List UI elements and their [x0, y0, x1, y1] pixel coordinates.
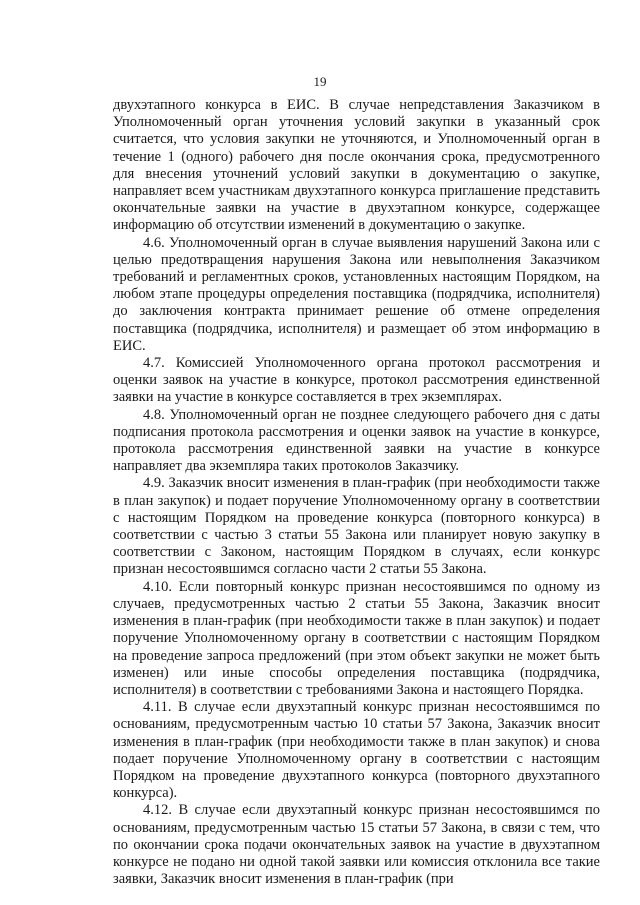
- paragraph-4-9: 4.9. Заказчик вносит изменения в план-график (при необходимости также в план закупок) и подает поручение Уполномоченному органу в соответствии с настоящим Порядком на проведение конкурса (повторного конкурса) в соответствии с частью 3 статьи 55 Закона или планирует новую закупку в соответствии с Законом, настоящим Порядком в случаях, если конкурс признан несостоявшимся согласно части 2 статьи 55 Закона.: [113, 475, 600, 578]
- paragraph-4-8: 4.8. Уполномоченный орган не позднее следующего рабочего дня с даты подписания протокола рассмотрения и оценки заявок на участие в конкурсе, протокола рассмотрения единственной заявки на участие в конкурсе направляет два экземпляра таких протоколов Заказчику.: [113, 406, 600, 475]
- paragraph-4-10: 4.10. Если повторный конкурс признан несостоявшимся по одному из случаев, предусмотренных частью 2 статьи 55 Закона, Заказчик вносит изменения в план-график (при необходимости также в план закупок) и подает поручение Уполномоченному органу в соответствии с настоящим Порядком на проведение запроса предложений (при этом объект закупки не может быть изменен) или иные способы определения поставщика (подрядчика, исполнителя) в соответствии с требованиями Закона и настоящего Порядка.: [113, 578, 600, 698]
- paragraph-4-7: 4.7. Комиссией Уполномоченного органа протокол рассмотрения и оценки заявок на участие в конкурсе, протокол рассмотрения единственной заявки на участие в конкурсе составляется в трех экземплярах.: [113, 355, 600, 406]
- document-body: [113, 97, 600, 888]
- page-number: 19: [313, 74, 327, 89]
- paragraph-4-12: 4.12. В случае если двухэтапный конкурс признан несостоявшимся по основаниям, предусмотренным частью 15 статьи 57 Закона, в связи с тем, что по окончании срока подачи окончательных заявок на участие в двухэтапном конкурсе не подано ни одной такой заявки или комиссия отклонила все такие заявки, Заказчик вносит изменения в план-график (при: [113, 802, 600, 888]
- paragraph-4-11: 4.11. В случае если двухэтапный конкурс признан несостоявшимся по основаниям, предусмотренным частью 10 статьи 57 Закона, Заказчик вносит изменения в план-график (при необходимости также в план закупок) и снова подает поручение Уполномоченному органу в соответствии с настоящим Порядком на проведение двухэтапного конкурса (повторного двухэтапного конкурса).: [113, 699, 600, 802]
- paragraph-continuation: двухэтапного конкурса в ЕИС. В случае непредставления Заказчиком в Уполномоченный орган уточнения условий закупки в указанный срок считается, что условия закупки не уточняются, и Уполномоченный орган в течение 1 (одного) рабочего дня после окончания срока, предусмотренного для внесения уточнений условий закупки в документацию о закупке, направляет всем участникам двухэтапного конкурса приглашение представить окончательные заявки на участие в двухэтапном конкурсе, содержащее информацию об отсутствии изменений в документацию о закупке.: [113, 97, 600, 234]
- paragraph-4-6: 4.6. Уполномоченный орган в случае выявления нарушений Закона или с целью предотвращения нарушения Закона или невыполнения Заказчиком требований и регламентных сроков, установленных настоящим Порядком, на любом этапе процедуры определения поставщика (подрядчика, исполнителя) до заключения контракта принимает решение об отмене определения поставщика (подрядчика, исполнителя) и размещает об этом информацию в ЕИС.: [113, 234, 600, 354]
